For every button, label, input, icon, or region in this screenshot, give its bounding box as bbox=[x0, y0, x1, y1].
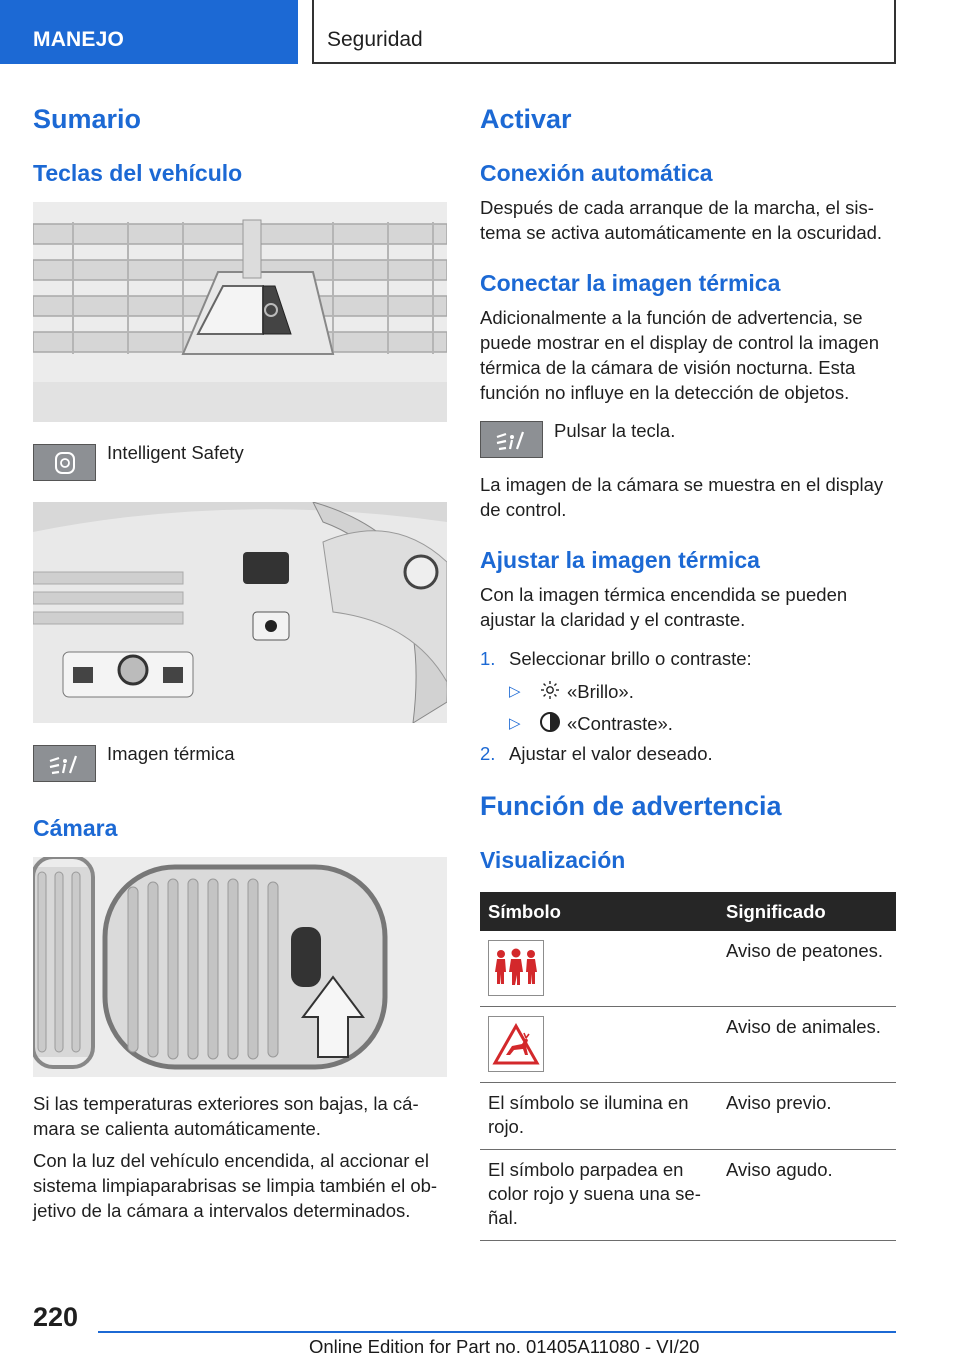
contrast-option: «Contraste». bbox=[567, 713, 673, 734]
visualization-heading: Visualización bbox=[480, 847, 626, 873]
camera-heading: Cámara bbox=[33, 815, 118, 841]
intelligent-safety-key bbox=[33, 444, 96, 481]
camera-paragraph-1: Si las temperaturas exteriores son bajas, la cámara se calienta automáticamente. bbox=[33, 1093, 419, 1139]
thermal-image-label: Imagen térmica bbox=[107, 743, 235, 764]
activar-title: Activar bbox=[480, 104, 572, 134]
page-number: 220 bbox=[33, 1302, 79, 1332]
brightness-option: «Brillo». bbox=[567, 681, 634, 702]
section-title: Seguridad bbox=[312, 0, 896, 64]
table-row bbox=[480, 1083, 896, 1150]
table-row bbox=[480, 931, 896, 1007]
warning-function-title: Función de advertencia bbox=[480, 791, 782, 821]
table-row bbox=[480, 1007, 896, 1083]
bullet-brightness: ▷ bbox=[509, 683, 521, 700]
pedestrian-warning-icon bbox=[488, 940, 544, 996]
row4-meaning: Aviso agudo. bbox=[718, 1150, 896, 1241]
symbols-table bbox=[480, 892, 896, 1241]
connect-text: Adicionalmente a la función de advertencia, se puede mostrar en el display de control la imagen térmica de la cámara de visión nocturna. Esta función no influye en la detección de objetos. bbox=[480, 307, 880, 403]
dashboard-photo bbox=[33, 502, 447, 723]
table-row bbox=[480, 1150, 896, 1241]
camera-shown-text: La imagen de la cámara se muestra en el display de control. bbox=[480, 474, 884, 520]
step-2-text: Ajustar el valor deseado. bbox=[509, 743, 713, 764]
thermal-key-button bbox=[480, 421, 543, 458]
step-1-number: 1. bbox=[480, 648, 496, 669]
brightness-icon bbox=[540, 680, 560, 700]
bullet-contrast: ▷ bbox=[509, 715, 521, 732]
edition-text: Online Edition for Part no. 01405A11080 - VI/20 bbox=[309, 1336, 700, 1357]
keys-heading: Teclas del vehículo bbox=[33, 160, 243, 186]
row2-meaning: Aviso de animales. bbox=[718, 1007, 896, 1083]
row1-meaning: Aviso de peatones. bbox=[718, 931, 896, 1007]
camera-grille-photo bbox=[33, 857, 447, 1077]
night-vision-icon bbox=[48, 753, 82, 775]
step-1-text: Seleccionar brillo o contraste: bbox=[509, 648, 752, 669]
thermal-image-key bbox=[33, 745, 96, 782]
camera-paragraph-2: Con la luz del vehículo encendida, al accionar el sistema limpiaparabrisas se limpia también el objetivo de la cámara a intervalos determinados. bbox=[33, 1150, 438, 1221]
chapter-tab[interactable]: MANEJO bbox=[0, 0, 298, 64]
row3-meaning: Aviso previo. bbox=[718, 1083, 896, 1150]
footer-divider bbox=[98, 1331, 896, 1333]
row3-symbol: El símbolo se ilumina en rojo. bbox=[480, 1083, 718, 1150]
adjust-text: Con la imagen térmica encendida se pueden ajustar la claridad y el contraste. bbox=[480, 584, 848, 630]
step-2-number: 2. bbox=[480, 743, 496, 764]
sumario-title: Sumario bbox=[33, 104, 142, 134]
intelligent-safety-icon bbox=[52, 450, 78, 476]
auto-heading: Conexión automática bbox=[480, 160, 713, 186]
press-key-text: Pulsar la tecla. bbox=[554, 420, 676, 441]
connect-heading: Conectar la imagen térmica bbox=[480, 270, 781, 296]
table-header-row bbox=[480, 892, 896, 931]
contrast-icon bbox=[539, 711, 561, 733]
auto-text: Después de cada arranque de la marcha, el sistema se activa automáticamente en la oscuridad. bbox=[480, 197, 883, 243]
adjust-heading: Ajustar la imagen térmica bbox=[480, 547, 760, 573]
night-vision-icon bbox=[495, 429, 529, 451]
row4-symbol: El símbolo parpadea en color rojo y suena una señal. bbox=[480, 1150, 718, 1241]
intelligent-safety-label: Intelligent Safety bbox=[107, 442, 244, 463]
table-header-symbol: Símbolo bbox=[480, 892, 718, 931]
animal-warning-icon bbox=[488, 1016, 544, 1072]
table-header-meaning: Significado bbox=[718, 892, 896, 931]
vehicle-buttons-photo bbox=[33, 202, 447, 422]
